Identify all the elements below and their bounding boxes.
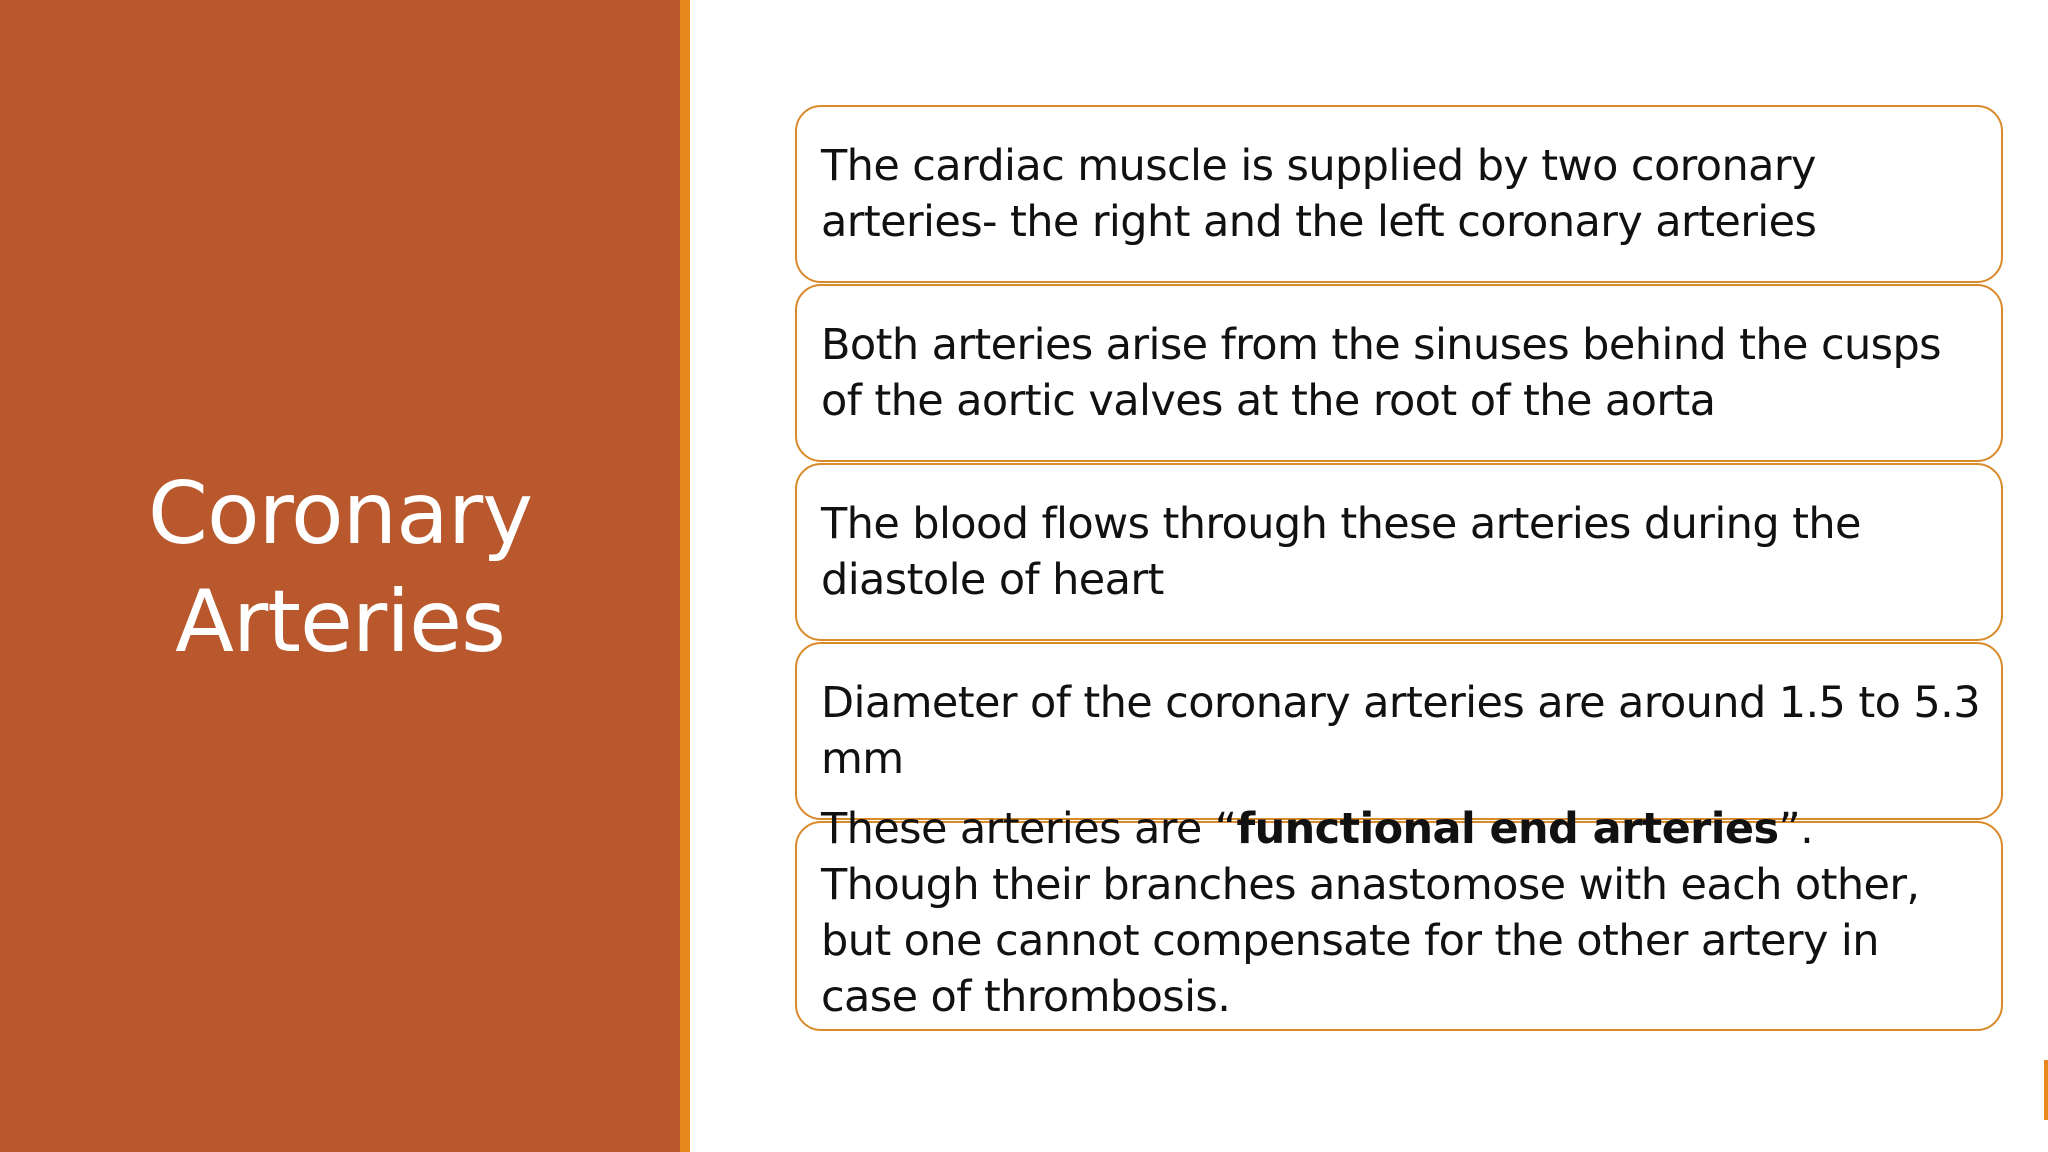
point-box-2 [795,284,2003,462]
point-box-1 [795,105,2003,283]
point-text-5-bold: functional end arteries [1236,804,1779,854]
slide-title-line-2: Arteries [175,572,505,672]
edge-accent [2044,1060,2048,1120]
point-box-3 [795,463,2003,641]
point-text-4: Diameter of the coronary arteries are around 1.5 to 5.3 mm [821,678,1980,784]
point-text-1: The cardiac muscle is supplied by two coronary arteries- the right and the left coronary arteries [821,141,1817,247]
point-text-5-suffix: ”. Though their branches anastomose with each other, but one cannot compensate for the other artery in case of thrombosis. [821,804,1920,1022]
point-box-5 [795,804,2003,1031]
point-text-2: Both arteries arise from the sinuses behind the cusps of the aortic valves at the root of the aorta [821,320,1941,426]
accent-bar [680,0,690,1152]
point-text-3: The blood flows through these arteries during the diastole of heart [821,499,1861,605]
point-text-5-prefix: These arteries are “ [821,804,1237,854]
point-box-4 [795,642,2003,820]
point-text-5 [821,801,1981,1025]
slide-title-line-1: Coronary [147,464,533,564]
slide-title [40,460,640,676]
